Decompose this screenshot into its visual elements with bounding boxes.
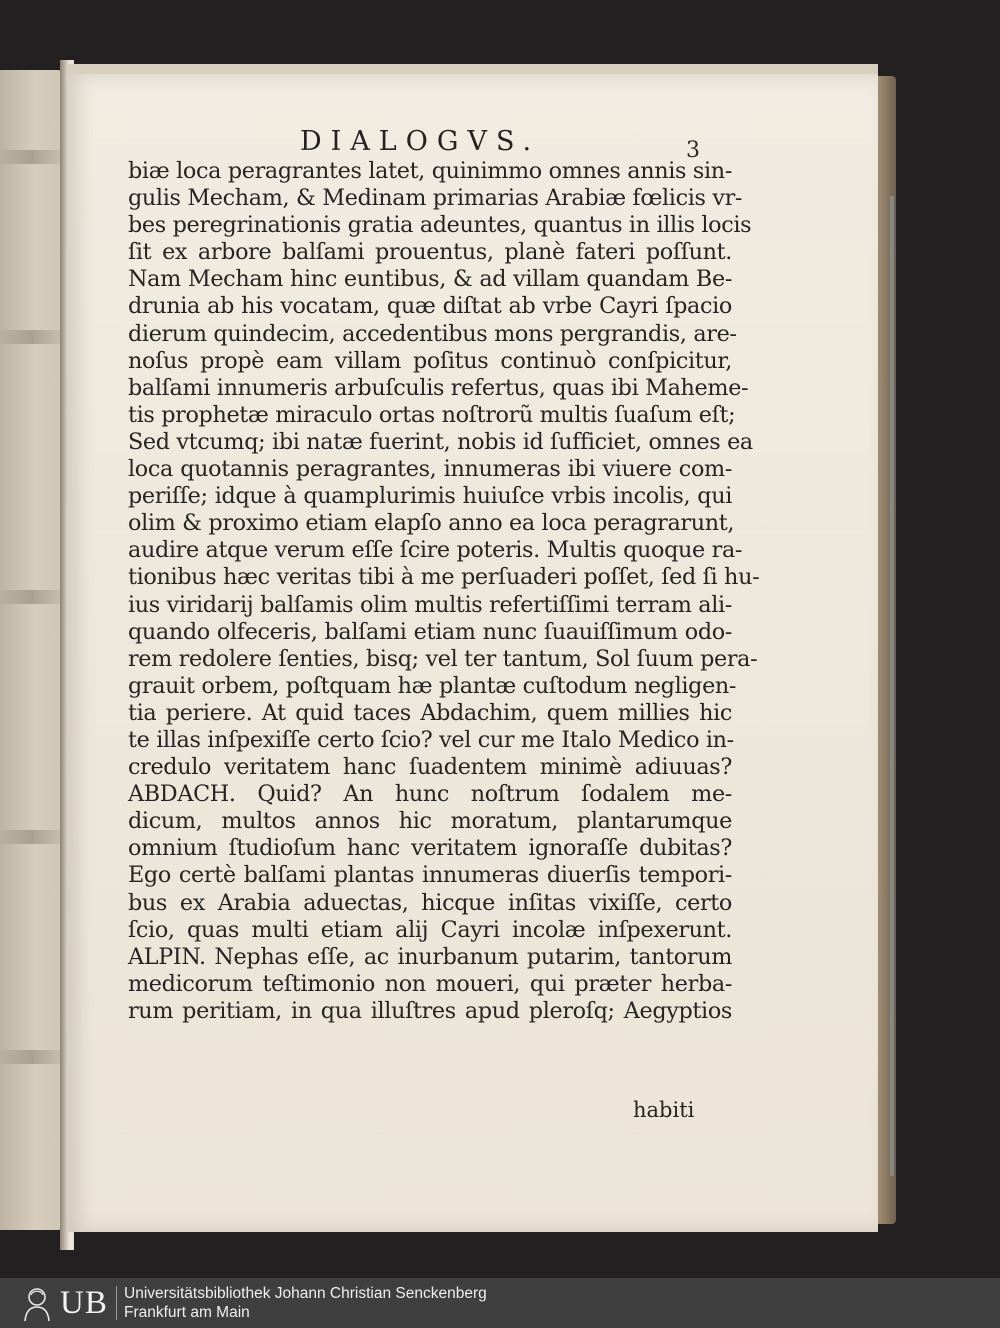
text-line: balſami innumeris arbuſculis refertus, quas ibi Maheme- [128, 374, 749, 401]
text-line: rum peritiam, in qua illuſtres apud pleroſq; Aegyptios [128, 997, 732, 1024]
text-line: ALPIN. Nephas eſſe, ac inurbanum putarim, tantorum [128, 943, 732, 970]
text-line: biæ loca peragrantes latet, quinimmo omnes annis sin- [128, 158, 732, 184]
text-line: Sed vtcumq; ibi natæ fuerint, nobis id ſufficiet, omnes ea [128, 428, 753, 455]
running-head: DIALOGVS. [300, 126, 541, 157]
institution-name [124, 1284, 487, 1322]
text-line: bes peregrinationis gratia adeuntes, quantus in illis locis [128, 212, 752, 239]
catchword: habiti [633, 1098, 695, 1122]
text-line: dierum quindecim, accedentibus mons pergrandis, are- [128, 320, 737, 347]
text-line: quando olfeceris, balſami etiam nunc ſuauiſſimum odo- [128, 618, 732, 645]
text-line: bus ex Arabia aduectas, hicque inſitas vixiſſe, certo [128, 889, 732, 916]
text-line: ius viridarij balſamis olim multis refertiſſimi terram ali- [128, 591, 732, 618]
text-line: tia periere. At quid taces Abdachim, quem millies hic [128, 699, 732, 726]
text-line: periſſe; idque à quamplurimis huiuſce vrbis incolis, qui [128, 483, 732, 510]
text-line: dicum, multos annos hic moratum, plantarumque [128, 808, 732, 835]
text-line: noſus propè eam villam poſitus continuò conſpicitur, [128, 347, 732, 374]
text-line: audire atque verum eſſe ſcire poteris. Multis quoque ra- [128, 537, 743, 564]
library-logo [20, 1284, 116, 1322]
text-line: tionibus hæc veritas tibi à me perſuaderi poſſet, ſed ſi hu- [128, 564, 760, 591]
institution-line-2: Frankfurt am Main [124, 1304, 250, 1321]
text-line: tis prophetæ miraculo ortas noſtrorũ multis ſuaſum eſt; [128, 401, 736, 428]
text-line: ſcio, quas multi etiam alij Cayri incolæ inſpexerunt. [128, 916, 732, 943]
footer-divider [116, 1286, 117, 1320]
facing-page-edge [0, 70, 64, 1230]
portrait-bust-icon [20, 1284, 54, 1322]
text-line: omnium ſtudioſum hanc veritatem ignoraſſe dubitas? [128, 835, 732, 862]
text-line: grauit orbem, poſtquam hæ plantæ cuſtodum negligen- [128, 672, 737, 699]
page-number: 3 [686, 138, 700, 163]
text-line: loca quotannis peragrantes, innumeras ibi viuere com- [128, 456, 732, 483]
book-page [68, 64, 878, 1232]
text-line: credulo veritatem hanc ſuadentem minimè adiuuas? [128, 754, 732, 781]
text-line: te illas inſpexiſſe certo ſcio? vel cur me Italo Medico in- [128, 726, 734, 753]
text-line: gulis Mecham, & Medinam primarias Arabiæ fœlicis vr- [128, 185, 743, 212]
text-line: ABDACH. Quid? An hunc noſtrum ſodalem me- [128, 781, 732, 808]
text-line: Ego certè balſami plantas innumeras diuerſis tempori- [128, 862, 732, 889]
institution-line-1: Universitätsbibliothek Johann Christian Senckenberg [124, 1285, 487, 1302]
library-footer [0, 1278, 1000, 1328]
text-line: medicorum teſtimonio non moueri, qui præter herba- [128, 970, 732, 997]
text-line: olim & proximo etiam elapſo anno ea loca peragrarunt, [128, 510, 735, 537]
text-line: rem redolere ſenties, bisq; vel ter tantum, Sol ſuum pera- [128, 645, 758, 672]
text-line: drunia ab his vocatam, quæ diſtat ab vrbe Cayri ſpacio [128, 293, 732, 320]
page-text [128, 158, 760, 1025]
logo-text: UB [60, 1285, 108, 1321]
text-line: Nam Mecham hinc euntibus, & ad villam quandam Be- [128, 266, 732, 293]
text-line: ſit ex arbore balſami prouentus, planè fateri poſſunt. [128, 239, 732, 266]
